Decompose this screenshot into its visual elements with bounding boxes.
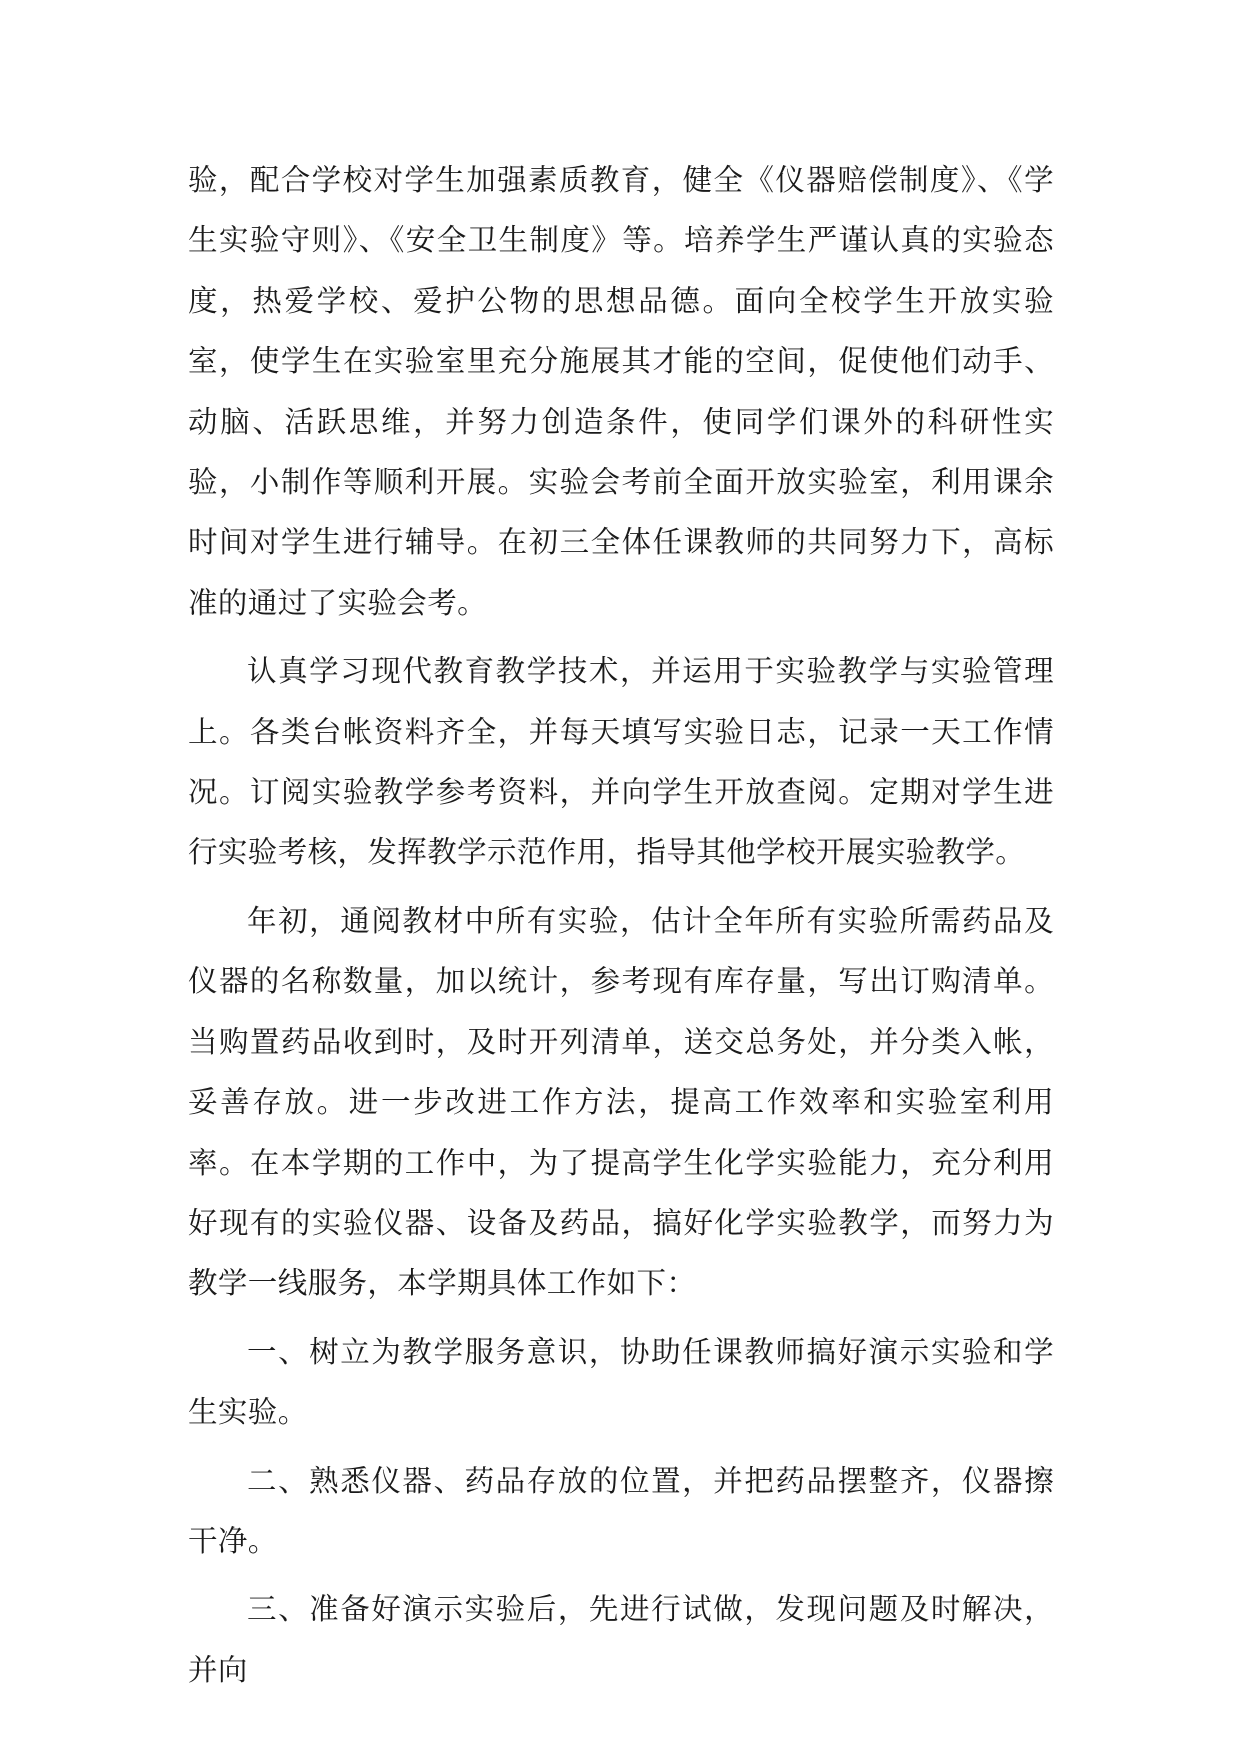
body-text [188,150,1054,1700]
paragraph: 认真学习现代教育教学技术，并运用于实验教学与实验管理上。各类台帐资料齐全，并每天填写实验日志，记录一天工作情况。订阅实验教学参考资料，并向学生开放查阅。定期对学生进行实验考核，发挥教学示范作用，指导其他学校开展实验教学。 [188,654,1054,870]
paragraph: 三、准备好演示实验后，先进行试做，发现问题及时解决，并向 [188,1592,1054,1687]
paragraph: 验，配合学校对学生加强素质教育，健全《仪器赔偿制度》、《学生实验守则》、《安全卫生制度》等。培养学生严谨认真的实验态度，热爱学校、爱护公物的思想品德。面向全校学生开放实验室，使学生在实验室里充分施展其才能的空间，促使他们动手、动脑、活跃思维，并努力创造条件，使同学们课外的科研性实验，小制作等顺利开展。实验会考前全面开放实验室，利用课余时间对学生进行辅导。在初三全体任课教师的共同努力下，高标准的通过了实验会考。 [188,163,1054,620]
paragraph: 二、熟悉仪器、药品存放的位置，并把药品摆整齐，仪器擦干净。 [188,1463,1054,1558]
paragraph: 一、树立为教学服务意识，协助任课教师搞好演示实验和学生实验。 [188,1334,1054,1430]
paragraph: 年初，通阅教材中所有实验，估计全年所有实验所需药品及仪器的名称数量，加以统计，参考现有库存量，写出订购清单。当购置药品收到时，及时开列清单，送交总务处，并分类入帐，妥善存放。进一步改进工作方法，提高工作效率和实验室利用率。在本学期的工作中，为了提高学生化学实验能力，充分利用好现有的实验仪器、设备及药品，搞好化学实验教学，而努力为教学一线服务，本学期具体工作如下： [188,903,1054,1301]
